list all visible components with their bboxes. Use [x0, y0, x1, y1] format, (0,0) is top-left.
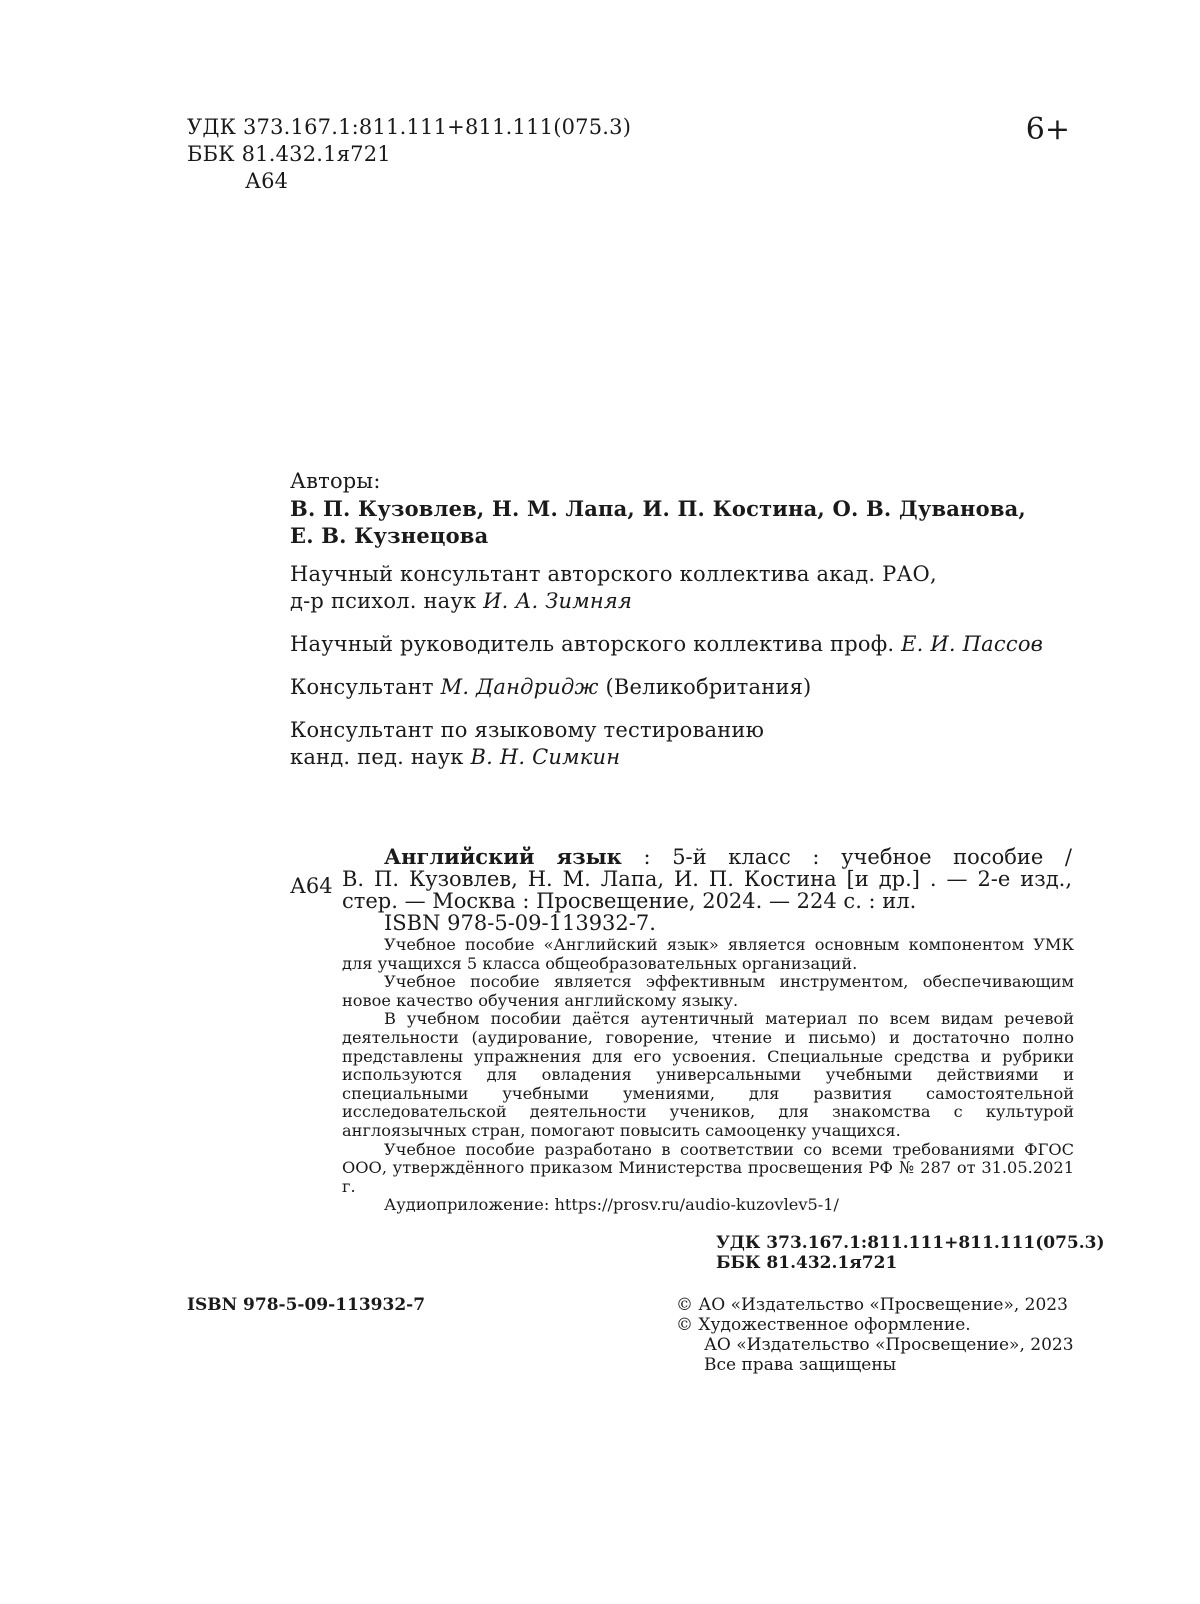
- catalog-line-1-rest: : 5-й класс : учебное пособие /: [621, 845, 1072, 869]
- credits-block: [290, 468, 1090, 771]
- copyright-3: АО «Издательство «Просвещение», 2023: [704, 1335, 1074, 1355]
- sci-leader-name: Е. И. Пассов: [901, 632, 1044, 656]
- footer-bbk: ББК 81.432.1я721: [716, 1253, 898, 1273]
- catalog-line-2: В. П. Кузовлев, Н. М. Лапа, И. П. Костина [и др.] . — 2-е изд.,: [342, 867, 1072, 891]
- copyright-2: © Художественное оформление.: [676, 1315, 971, 1335]
- sci-consultant-degree: д-р психол. наук: [290, 589, 484, 613]
- sci-consultant-name: И. А. Зимняя: [483, 589, 633, 613]
- authors-line-1: В. П. Кузовлев, Н. М. Лапа, И. П. Костина, О. В. Дуванова,: [290, 496, 1026, 521]
- header-codes: [187, 114, 631, 195]
- bbk-code: ББК 81.432.1я721: [187, 142, 391, 166]
- footer-isbn: ISBN 978-5-09-113932-7: [187, 1295, 426, 1315]
- footer-udk: УДК 373.167.1:811.111+811.111(075.3): [716, 1233, 1105, 1253]
- copyright-1: © АО «Издательство «Просвещение», 2023: [676, 1295, 1068, 1315]
- sci-leader-title: Научный руководитель авторского коллектива проф.: [290, 632, 902, 656]
- age-rating: 6+: [1025, 112, 1070, 147]
- test-consultant: [290, 717, 1090, 771]
- test-consultant-line-2: [290, 744, 1090, 771]
- catalog-mark: А64: [290, 874, 333, 898]
- udk-code: УДК 373.167.1:811.111+811.111(075.3): [187, 115, 632, 139]
- author-mark: А64: [245, 169, 289, 193]
- catalog-entry: [342, 846, 1072, 934]
- test-consultant-name: В. Н. Симкин: [470, 745, 621, 769]
- annotation-p5: Аудиоприложение: https://prosv.ru/audio-kuzovlev5-1/: [384, 1195, 839, 1215]
- consultant-country: (Великобритания): [598, 675, 812, 699]
- sci-consultant: [290, 561, 1090, 615]
- annotation: [342, 936, 1074, 1215]
- annotation-p1: Учебное пособие «Английский язык» является основным компонентом УМК для учащихся 5 класса общеобразовательных организаций.: [342, 935, 1074, 973]
- catalog-line-1: [342, 846, 1072, 868]
- sci-leader: [290, 631, 1090, 658]
- catalog-isbn: ISBN 978-5-09-113932-7.: [384, 911, 656, 935]
- annotation-p2: Учебное пособие является эффективным инструментом, обеспечивающим новое качество обучения английскому языку.: [342, 972, 1074, 1010]
- test-consultant-line-1: Консультант по языковому тестированию: [290, 718, 765, 742]
- annotation-p4: Учебное пособие разработано в соответствии со всеми требованиями ФГОС ООО, утверждённого приказом Министерства просвещения РФ № 287 от 31.05.2021 г.: [342, 1139, 1074, 1196]
- authors-label: Авторы:: [290, 469, 381, 493]
- catalog-title: Английский язык: [384, 844, 622, 869]
- rights-reserved: Все права защищены: [704, 1355, 897, 1375]
- catalog-line-3: стер. — Москва : Просвещение, 2024. — 224 с. : ил.: [342, 889, 917, 913]
- consultant-name: М. Дандридж: [440, 675, 599, 699]
- annotation-p3: В учебном пособии даётся аутентичный материал по всем видам речевой деятельности (аудирование, говорение, чтение и письмо) и достаточно полно представлены упражнения для его усвоения. Специальные средства и рубрики используются для овладения универсальными учебными действиями и специальными учебными умениями, для развития самостоятельной исследовательской деятельности учеников, для знакомства с культурой англоязычных стран, помогают повысить самооценку учащихся.: [342, 1009, 1074, 1140]
- sci-consultant-line-2: [290, 588, 1090, 615]
- authors-line-2: Е. В. Кузнецова: [290, 523, 489, 548]
- consultant: [290, 674, 1090, 701]
- footer-codes: [716, 1233, 1105, 1273]
- test-consultant-degree: канд. пед. наук: [290, 745, 471, 769]
- consultant-title: Консультант: [290, 675, 441, 699]
- sci-consultant-line-1: Научный консультант авторского коллектива акад. РАО,: [290, 562, 937, 586]
- copyright-block: [676, 1295, 1076, 1375]
